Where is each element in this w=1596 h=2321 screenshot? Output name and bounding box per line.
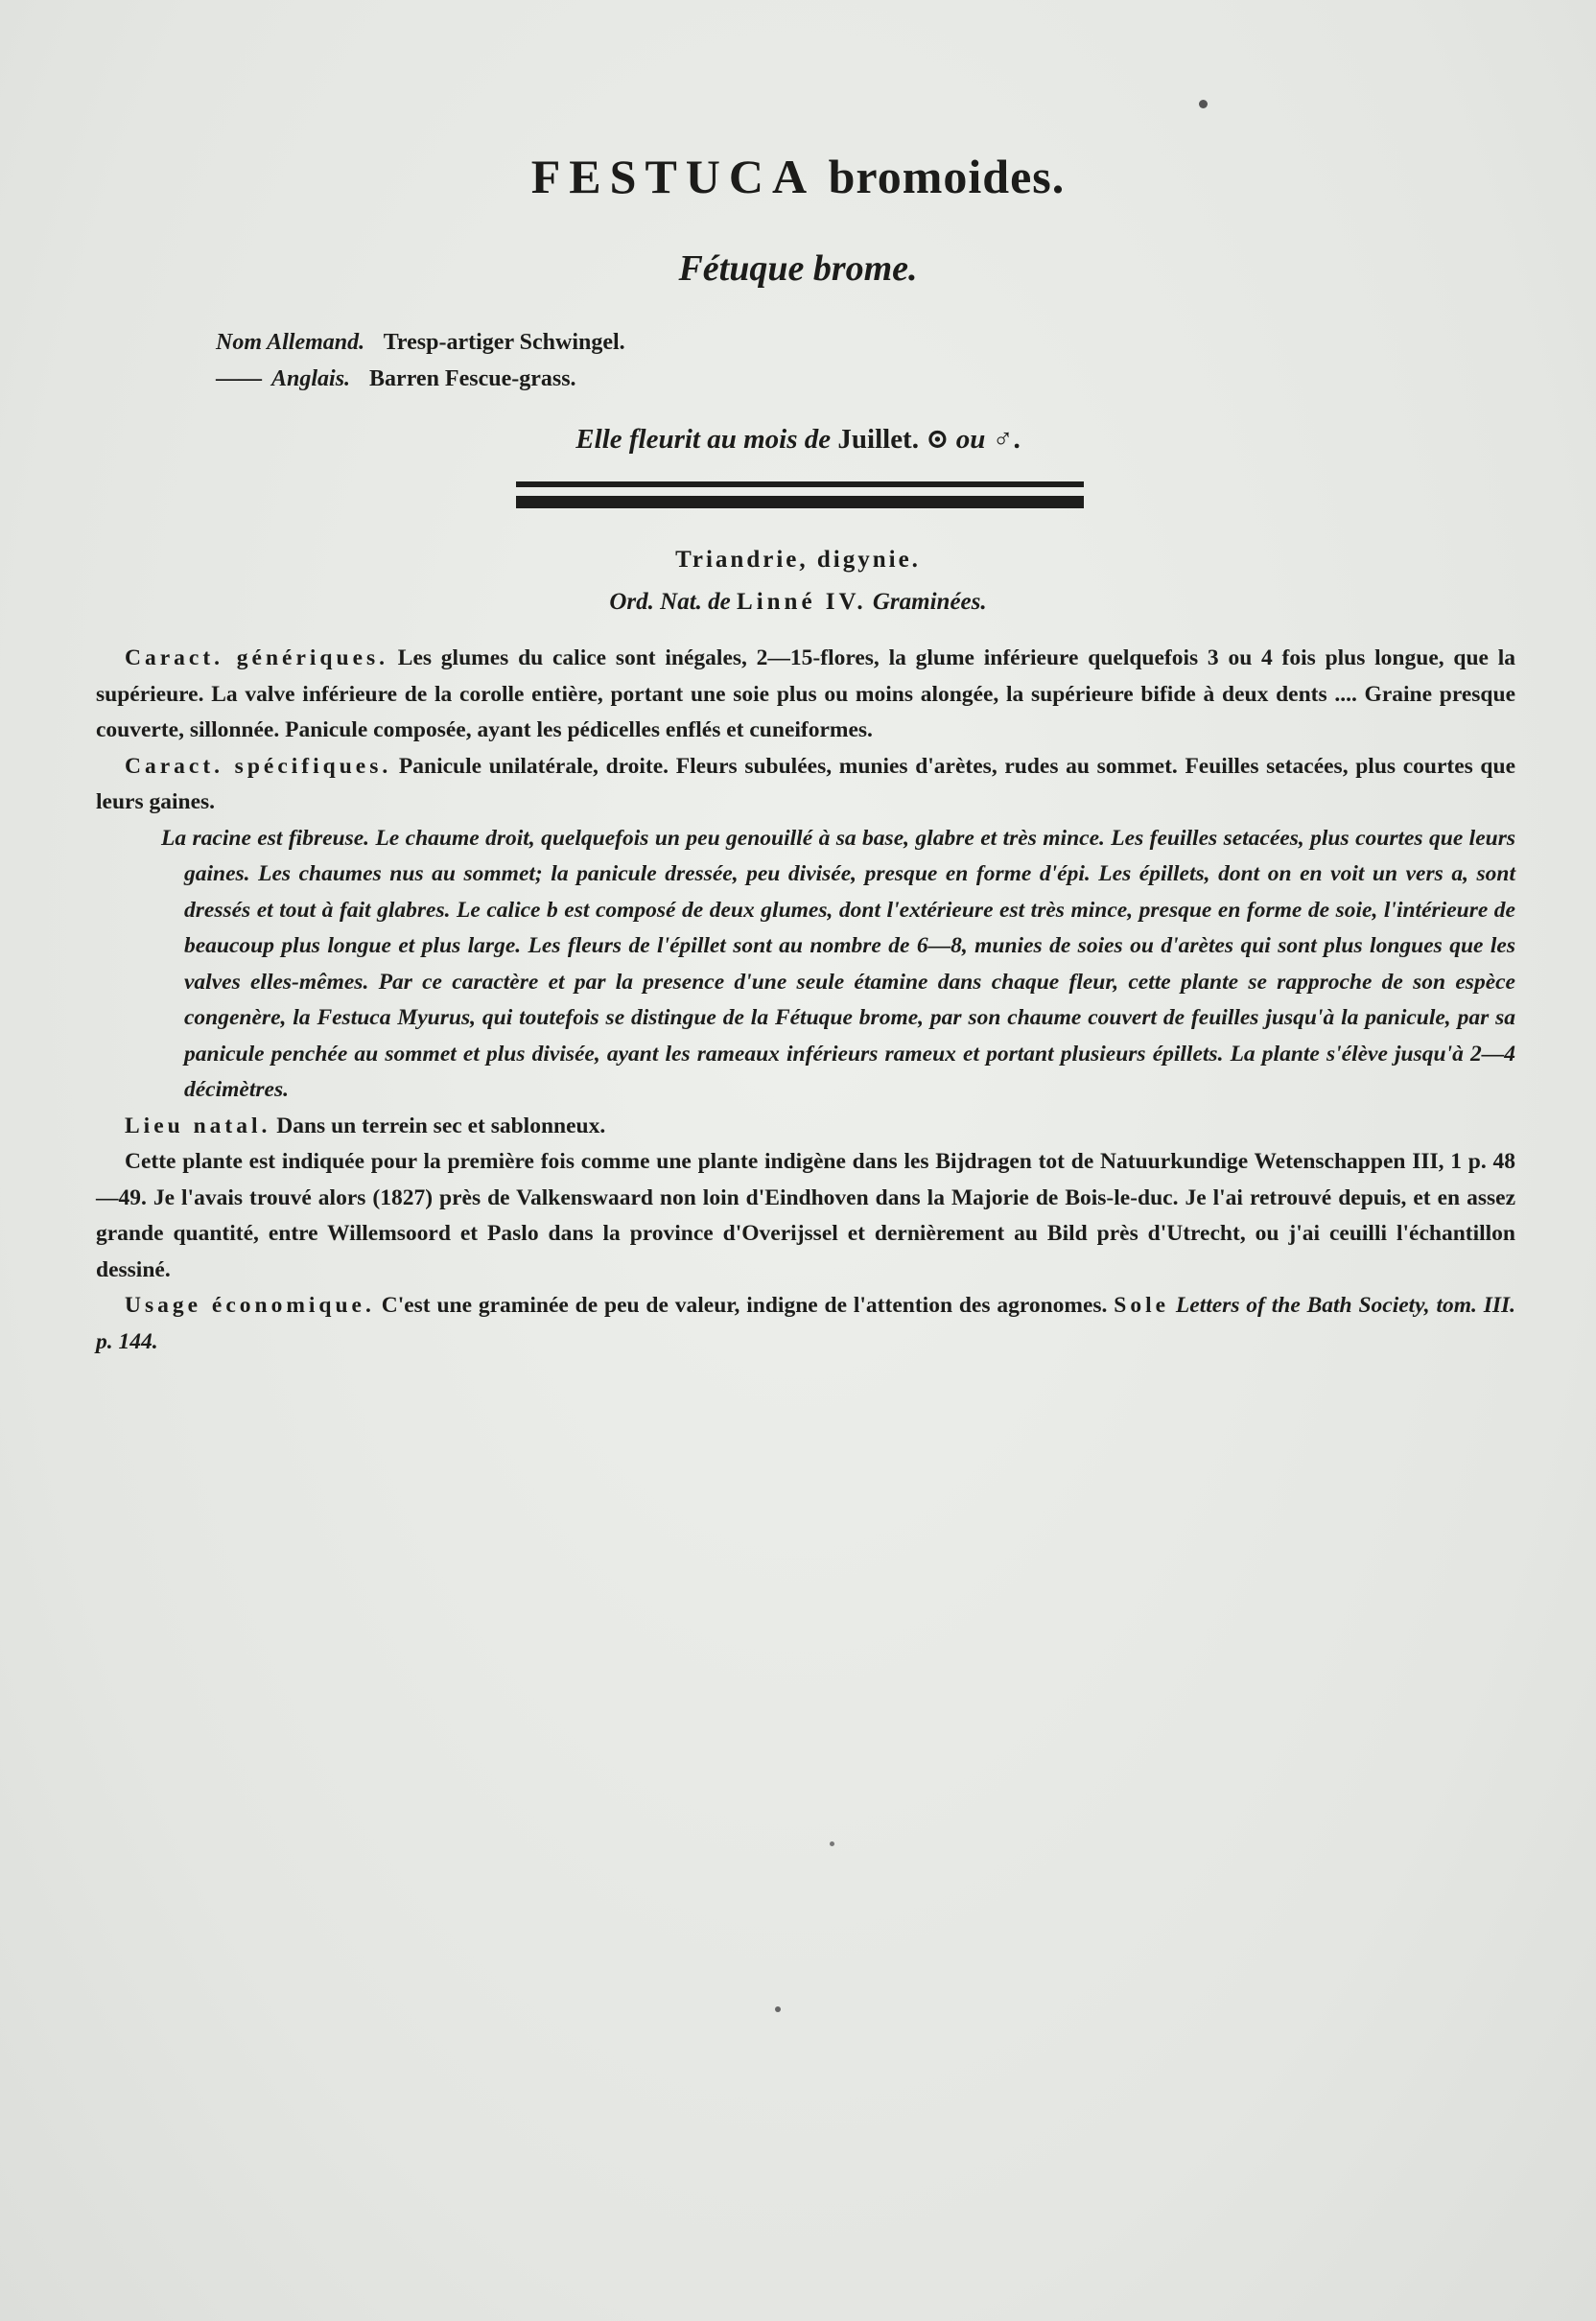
name-german-label: Nom Allemand.: [216, 330, 365, 355]
specific-characters: [96, 749, 1515, 821]
order-prefix: Ord. Nat. de: [609, 589, 731, 615]
paper-speck: [830, 1841, 834, 1846]
linnaean-class: Triandrie, digynie.: [675, 547, 921, 573]
specific-text: Panicule unilatérale, droite. Fleurs subulées, munies d'arètes, rudes au sommet. Feuilles setacées, plus courtes que leurs gaines.: [96, 753, 1515, 814]
generic-text: Les glumes du calice sont inégales, 2—15-flores, la glume inférieure quelquefois 3 ou 4 fois plus longue, que la supérieure. La valve inférieure de la corolle entière, portant une soie plus ou moins alongée, la supérieure bifide à deux dents .... Graine presque couverte, sillonnée. Panicule composée, ayant les pédicelles enflés et cuneiformes.: [96, 645, 1515, 742]
usage-see: Sole: [1114, 1293, 1170, 1318]
specific-heading: Caract. spécifiques.: [125, 753, 392, 779]
paper-speck: [775, 2006, 781, 2012]
biennial-symbol: ♂.: [992, 424, 1021, 455]
usage-heading: Usage économique.: [125, 1293, 375, 1318]
name-english-value: Barren Fescue-grass.: [369, 366, 576, 391]
natural-order: [0, 589, 1596, 616]
description-paragraph: La racine est fibreuse. Le chaume droit, quelquefois un peu genouillé à sa base, glabre et très mince. Les feuilles setacées, plus courtes que leurs gaines. Les chaumes nus au sommet; la panicule dressée, peu divisée, presque en forme d'épi. Les épillets, dont on en voit un vers a, sont dressés et tout à fait glabres. Le calice b est composé de deux glumes, dont l'extérieure est très mince, presque en forme de soie, l'intérieure de beaucoup plus longue et plus large. Les fleurs de l'épillet sont au nombre de 6—8, munies de soies ou d'arètes qui sont plus longues que les valves elles-mêmes. Par ce caractère et par la presence d'une seule étamine dans chaque fleur, cette plante se rapproche de son espèce congenère, la Festuca Myurus, qui toutefois se distingue de la Fétuque brome, par son chaume couvert de feuilles jusqu'à la panicule, par sa panicule penchée au sommet et plus divisée, ayant les rameaux inférieurs rameux et portant plusieurs épillets. La plante s'élève jusqu'à 2—4 décimètres.: [161, 825, 1515, 1102]
flowering-or: ou: [955, 424, 986, 455]
flowering-prefix: Elle fleurit au mois de: [575, 424, 832, 455]
species-name: bromoides.: [828, 150, 1066, 203]
habitat: [96, 1109, 1515, 1145]
linne-ref: Linné IV.: [737, 589, 867, 615]
divider-thin: [516, 481, 1084, 487]
usage-text: C'est une graminée de peu de valeur, indigne de l'attention des agronomes.: [381, 1293, 1108, 1318]
generic-heading: Caract. génériques.: [125, 645, 389, 670]
name-german: [216, 324, 625, 361]
name-german-value: Tresp-artiger Schwingel.: [383, 330, 625, 355]
name-english: [216, 361, 625, 397]
flowering-line: [0, 422, 1596, 456]
common-name: Fétuque brome.: [678, 248, 918, 289]
page-title: [0, 149, 1596, 204]
divider-thick: [516, 496, 1084, 508]
paper-speck: [1199, 100, 1208, 108]
usage-reference: Letters of the Bath Society, tom. III. p. 144.: [96, 1293, 1516, 1354]
body-text: [96, 641, 1515, 1360]
usage: [96, 1288, 1515, 1360]
ditto-dash: ——: [216, 366, 262, 391]
habitat-text: Dans un terrein sec et sablonneux.: [276, 1113, 606, 1138]
notes-paragraph: Cette plante est indiquée pour la première fois comme une plante indigène dans les Bijdragen tot de Natuurkundige Wetenschappen III, 1 p. 48—49. Je l'avais trouvé alors (1827) près de Valkenswaard non loin d'Eindhoven dans la Majorie de Bois-le-duc. Je l'ai retrouvé depuis, et en assez grande quantité, entre Willemsoord et Paslo dans la province d'Overijssel et dernièrement au Bild près d'Utrecht, ou j'ai ceuilli l'échantillon dessiné.: [96, 1149, 1515, 1282]
name-english-label: Anglais.: [271, 366, 351, 391]
family-name: Graminées.: [872, 589, 987, 615]
flowering-month: Juillet.: [837, 424, 919, 455]
generic-characters: [96, 641, 1515, 749]
habitat-heading: Lieu natal.: [125, 1113, 271, 1138]
annual-symbol: ⊙: [926, 424, 950, 455]
genus-name: FESTUCA: [530, 150, 816, 203]
vernacular-names: [216, 324, 625, 397]
